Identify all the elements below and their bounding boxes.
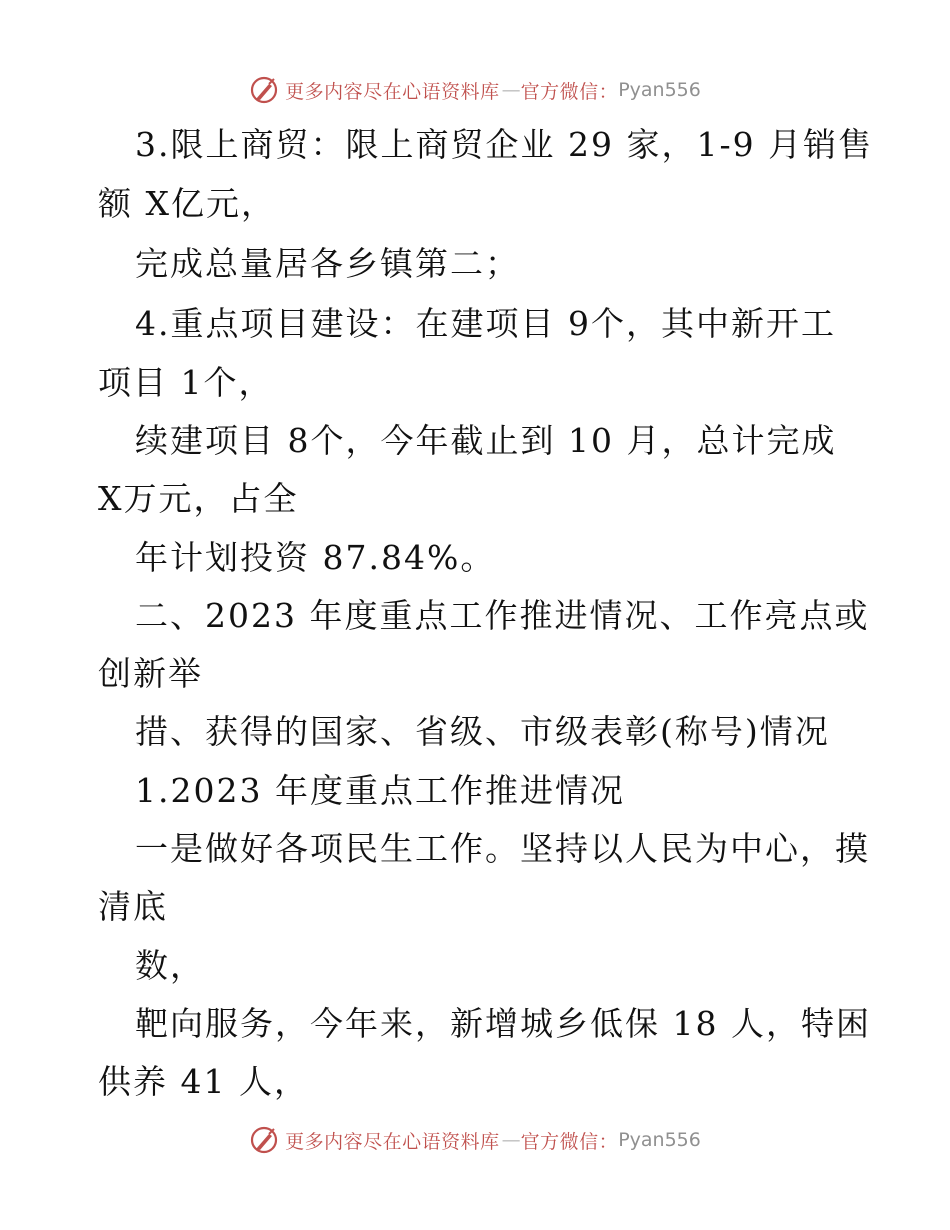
text-line: 数， [135,946,205,985]
text-line: 4.重点项目建设：在建项目 9个，其中新开工 [135,304,836,343]
text-line: 1.2023 年度重点工作推进情况 [135,771,625,810]
text-line: X万元，占全 [98,479,299,518]
watermark-suffix: 官方微信： [520,80,619,103]
text-line: 措、获得的国家、省级、市级表彰(称号)情况 [135,712,830,751]
watermark-text: 更多内容尽在心语资料库 [285,80,500,103]
text-line: 二、2023 年度重点工作推进情况、工作亮点或 [135,596,870,635]
text-line: 清底 [98,887,168,926]
text-line: 3.限上商贸：限上商贸企业 29 家，1-9 月销售 [135,125,874,164]
quill-pen-seal-icon [249,1125,279,1155]
text-line: 项目 1个， [98,363,274,402]
watermark-dash: — [501,79,519,101]
text-line: 额 X亿元， [98,184,276,223]
watermark-account: Pyan556 [618,1129,701,1151]
text-line: 年计划投资 87.84%。 [135,538,496,577]
text-line: 一是做好各项民生工作。坚持以人民为中心，摸 [135,829,870,868]
text-line: 续建项目 8个，今年截止到 10 月，总计完成 [135,421,837,460]
footer-watermark [0,1120,950,1160]
text-line: 完成总量居各乡镇第二； [135,244,520,283]
watermark-text: 更多内容尽在心语资料库 [285,1130,500,1153]
watermark-suffix: 官方微信： [520,1130,619,1153]
watermark-account: Pyan556 [618,79,701,101]
text-line: 创新举 [98,654,203,693]
text-line: 靶向服务，今年来，新增城乡低保 18 人，特困 [135,1004,871,1043]
text-line: 供养 41 人， [98,1062,309,1101]
watermark-dash: — [501,1129,519,1151]
